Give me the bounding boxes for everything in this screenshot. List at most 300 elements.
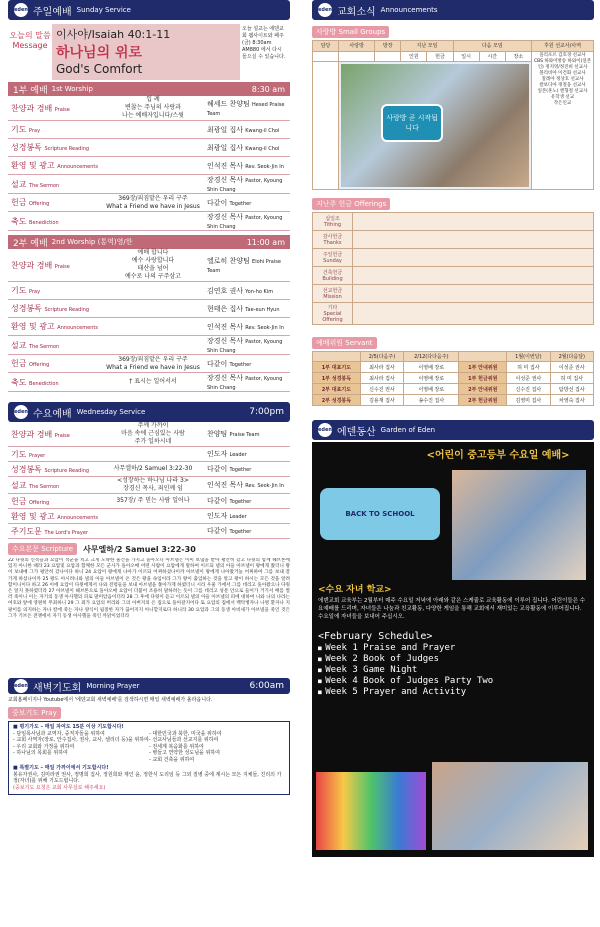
offering-table bbox=[312, 212, 594, 325]
second-worship-label: 2부 예배 bbox=[13, 238, 48, 249]
order-item-label bbox=[8, 179, 103, 190]
order-item-en: Offering bbox=[29, 201, 50, 207]
offering-ko: 주일헌금 bbox=[322, 252, 343, 258]
order-item-label bbox=[8, 285, 103, 296]
second-worship-time: 11:00 am bbox=[246, 237, 285, 247]
servant-row bbox=[313, 384, 594, 395]
order-row bbox=[8, 157, 290, 175]
person-ko: 다같이 bbox=[207, 198, 228, 207]
servant-cell: 이영배 장로 bbox=[404, 362, 459, 373]
person-ko: 인도자 bbox=[207, 512, 228, 520]
offering-label bbox=[313, 267, 353, 285]
prayer-list-right bbox=[149, 731, 285, 764]
prayer-h1: ■ 평기가도 – 매일 자여도 15분 이상 기도합시다! bbox=[13, 724, 124, 730]
person-ko: 최광일 집사 bbox=[207, 143, 244, 152]
crayons-photo bbox=[316, 772, 426, 850]
order-item-ko: 헌금 bbox=[11, 496, 27, 506]
person-en: Hesed Praise Team bbox=[207, 102, 285, 117]
offering-row bbox=[313, 267, 594, 285]
person-ko: 최광일 집사 bbox=[207, 125, 244, 134]
eden-logo-icon: eden bbox=[14, 3, 28, 17]
servant-cell: 2부 헌금위원 bbox=[459, 395, 507, 406]
second-worship-label-en: 2nd Worship (통역)영/한 bbox=[51, 238, 133, 246]
order-item-label bbox=[8, 303, 103, 314]
subcol-head: 일시 bbox=[453, 51, 479, 62]
order-row bbox=[8, 194, 290, 212]
order-item-person bbox=[203, 125, 290, 135]
person-ko: 인석진 목사 bbox=[207, 161, 244, 170]
second-worship-bar bbox=[8, 235, 290, 249]
servant-cell: 최사라 집사 bbox=[360, 373, 403, 384]
order-item-ko: 설교 bbox=[11, 480, 27, 490]
order-row bbox=[8, 524, 290, 539]
order-item-ko: 성경봉독 bbox=[11, 464, 42, 474]
school-text: 에덴교회 교육부는 2월부터 매주 수요일 저녁에 아래와 같은 스케쥴로 교육활동에 이루어 집니다. 어린이들은 수요예배를 드리며, 자녀들은 나눔과 친교활동, 다양한 게임을 통해 교회에서 재미있는 교육활동에 이루어집니다. 수요일에 자녀들을 보내어 주십시오. bbox=[318, 598, 586, 620]
col-head: 방장 bbox=[375, 41, 401, 52]
order-item-label bbox=[8, 260, 103, 271]
offering-row bbox=[313, 231, 594, 249]
eden-title: 에덴동산 bbox=[337, 426, 376, 438]
order-item-label bbox=[8, 160, 103, 171]
person-en: Yon-ho Kim bbox=[245, 288, 274, 295]
person-en: Pastor, Kyoung Shin Chang bbox=[207, 339, 283, 354]
servant-heading: 예배위원 Servant bbox=[312, 337, 594, 349]
order-row bbox=[8, 509, 290, 524]
person-en: Pastor, Kyoung Shin Chang bbox=[207, 215, 283, 230]
person-en: Rev. Seok-Jin In bbox=[245, 483, 284, 489]
first-worship-label: 1부 예배 bbox=[13, 85, 48, 96]
dawn-title: 새벽기도회 bbox=[33, 682, 82, 694]
order-item-label bbox=[8, 103, 103, 114]
group-start-badge: 사랑방 곧 시작됩니다 bbox=[381, 104, 443, 142]
servant-cell: 이성준 권사 bbox=[550, 362, 593, 373]
offering-ko: 건축헌금 bbox=[322, 270, 343, 276]
order-item-label bbox=[8, 377, 103, 388]
order-item-person bbox=[203, 286, 290, 296]
order-item-ko: 찬양과 경배 bbox=[11, 103, 53, 113]
servant-row bbox=[313, 373, 594, 384]
order-item-person bbox=[203, 464, 290, 474]
small-groups-table bbox=[312, 40, 594, 190]
side-note: 오늘 설교는 에덴교회 웹사이트와 페주 (금) 8:30am AM880 에서 다시 들으실 수 있습니다. bbox=[242, 26, 286, 60]
order-item-person bbox=[203, 496, 290, 506]
order-row bbox=[8, 282, 290, 300]
servant-col-head: 1월(이번달) bbox=[507, 352, 550, 362]
order-item-person bbox=[203, 373, 290, 391]
order-row bbox=[8, 139, 290, 157]
order-item-ko: 축도 bbox=[11, 216, 27, 226]
offering-ko: 선교헌금 bbox=[322, 288, 343, 294]
person-en: Praise Team bbox=[229, 432, 260, 438]
order-row bbox=[8, 373, 290, 392]
prayer-item: - 우리 교회와 가정을 위하여 bbox=[13, 743, 75, 750]
schedule-text: Week 2 Book of Judges bbox=[325, 654, 440, 664]
order-item-person bbox=[203, 480, 290, 490]
order-item-en: Benediction bbox=[29, 380, 59, 387]
message-label-en: Message bbox=[12, 41, 48, 50]
offering-en: Thanks bbox=[323, 240, 342, 246]
order-item-ko: 기도 bbox=[11, 125, 27, 134]
person-ko: 다같이 bbox=[207, 497, 228, 505]
offering-label bbox=[313, 231, 353, 249]
sunday-subtitle: Sunday Service bbox=[76, 6, 131, 14]
person-ko: 다같이 bbox=[207, 359, 228, 368]
order-item-ko: 설교 bbox=[11, 179, 27, 189]
servant-row bbox=[313, 362, 594, 373]
schedule-text: Week 3 Game Night bbox=[325, 665, 418, 675]
prayer-box bbox=[8, 721, 290, 795]
order-item-en: Prayer bbox=[29, 452, 46, 459]
order-row bbox=[8, 96, 290, 121]
order-item-label bbox=[8, 480, 103, 491]
order-item-en: Scripture Reading bbox=[44, 467, 90, 474]
order-item-en: Offering bbox=[29, 362, 50, 368]
order-item-content: <성장하는 하나님 나라 3> 장경신 목사, 죄인께 임 bbox=[117, 477, 189, 492]
order-item-ko: 환영 및 광고 bbox=[11, 511, 55, 521]
missionary-item: 일본(혼노) 엔형철 선교사 bbox=[537, 88, 588, 94]
servant-cell: 허 미 집사 bbox=[550, 373, 593, 384]
person-en: Kwang-il Choi bbox=[245, 145, 280, 152]
order-item-ko: 헌금 bbox=[11, 198, 27, 207]
small-groups-heading: 사랑방 Small Groups bbox=[312, 26, 594, 38]
prayer-special: 봉유자권사, 김미라권 권사, 정명희 집사, 정원희와 제인 윤, 정한식 도리임 등 그외 질병 중에 계시는 모든 지체들, 진리의 가정(자녀)를 위해 기도드립니다. bbox=[13, 771, 282, 784]
person-ko: 다같이 bbox=[207, 527, 228, 535]
person-en: Together bbox=[229, 467, 252, 473]
order-item-label bbox=[8, 511, 103, 522]
order-item-person bbox=[203, 322, 290, 332]
order-item-label bbox=[8, 321, 103, 332]
person-ko: 인석진 목사 bbox=[207, 322, 244, 331]
dawn-time: 6:00am bbox=[249, 681, 284, 691]
servant-cell: 탐방선 집사 bbox=[550, 384, 593, 395]
prayer-item: - 하나님의 목회를 위하여 bbox=[13, 750, 68, 756]
order-item-en: The Sermon bbox=[29, 343, 60, 350]
person-en: Pastor, Kyoung Shin Chang bbox=[207, 178, 283, 193]
offering-label bbox=[313, 303, 353, 325]
order-item-person bbox=[203, 161, 290, 171]
servant-cell: 차영숙 집사 bbox=[550, 395, 593, 406]
first-worship-order bbox=[8, 96, 290, 231]
sermon-title-ko: 하나님의 위로 bbox=[56, 45, 143, 61]
offering-en: Mission bbox=[323, 294, 342, 300]
offering-amount bbox=[353, 285, 594, 303]
subcol-head: 헌금 bbox=[427, 51, 453, 62]
servant-cell: 2부 대표기도 bbox=[313, 384, 361, 395]
person-en: Rev. Seok-Jin In bbox=[245, 324, 284, 331]
order-row bbox=[8, 447, 290, 462]
servant-cell: 김용재 집사 bbox=[360, 395, 403, 406]
order-item-person bbox=[203, 304, 290, 314]
order-item-label bbox=[8, 197, 103, 208]
order-item-person bbox=[203, 198, 290, 208]
order-item-en: The Sermon bbox=[29, 483, 60, 490]
person-en: Together bbox=[229, 200, 252, 207]
order-item-person bbox=[203, 429, 290, 439]
prayer-list-left bbox=[13, 731, 149, 764]
message-label: 오늘의 말씀 bbox=[9, 31, 51, 40]
order-item-en: Pray bbox=[29, 128, 41, 134]
subcol-head: 시간 bbox=[479, 51, 505, 62]
order-row bbox=[8, 422, 290, 447]
schedule-item bbox=[318, 687, 586, 697]
offering-row bbox=[313, 285, 594, 303]
person-en: Together bbox=[229, 361, 252, 368]
scripture-ref-wed: 사무엘하/2 Samuel 3:22-30 bbox=[83, 544, 196, 554]
order-item-en: Scripture Reading bbox=[44, 146, 90, 152]
order-row bbox=[8, 121, 290, 139]
order-item-label bbox=[8, 464, 103, 475]
order-item-ko: 찬양과 경배 bbox=[11, 260, 53, 270]
person-en: Leader bbox=[229, 452, 247, 458]
person-en: Pastor, Kyoung Shin Chang bbox=[207, 376, 283, 391]
order-item-en: Announcements bbox=[57, 514, 98, 521]
person-ko: 김연호 권사 bbox=[207, 286, 244, 295]
order-item-label bbox=[8, 496, 103, 507]
person-en: Together bbox=[229, 499, 252, 505]
offering-amount bbox=[353, 303, 594, 325]
col-head: 후원 선교사/사역 bbox=[532, 41, 594, 52]
missionary-item: 칼보디아 정철웅 선교사 bbox=[539, 82, 586, 88]
offering-ko: 기타 bbox=[327, 305, 338, 311]
order-item-ko: 성경봉독 bbox=[11, 304, 42, 313]
scripture-text: 22 다윗의 신복들과 요압이 적군을 치고 크게 노략한 물건을 가지고 돌아오니 아브넬은 이미 보냄을 받아 평안히 갔고 다윗의 함께 헤브론에 있지 아니한 때라 23 요압및 요압과 함께한 모든 군사가 돌아오매 어떤 사람이 요압에게 말하여 이르되 넬의 아들 아브넬이 왕에게 왔더니 왕이 보내매 그가 평안히 갔나이다 하니 24 요압이 왕에게 나아가 이르되 어찌하셨나이까 아브넬이 왕에게 나아왔거늘 어찌하여 그를 보내 잘 가게 하셨나이까 25 왕도 아시려니와 넬의 아들 아브넬이 온 것은 왕을 속임이라 그가 왕이 출입하는 것을 알고 왕이 하시는 모든 것을 알려 함이니이다 하고 26 이에 요압이 다윗에게서 나와 전령들을 보내 아브넬을 쫓아가게 하였더니 시라 우물 가에서 그를 데리고 돌아왔으나 다윗은 알지 못하였더라 27 아브넬이 헤브론으로 돌아오매 요압이 더불어 조용히 말하려는 듯이 그를 데리고 성문 안으로 들어가 거기서 배를 찔러 죽이니 이는 자기의 동생 아사헬의 피로 말미암음이더라 28 그 후에 다윗이 듣고 이르되 넬의 아들 아브넬의 피에 대하여 나와 나의 나라는 여호와 앞에 영원히 무죄하니 29 그 죄가 요압의 머리와 그의 아버지의 온 집으로 돌아갈지어다 또 요압의 집에서 백탁병자나 나병 환자나 지팡이를 의지하는 자나 칼에 죽는 자나 양식이 핍절한 자가 끊어지지 아니할지로다 하니라 30 요압과 그의 동생 아비새가 아브넬을 죽인 것은 그가 기브온 전쟁에서 자기 동생 아사헬을 죽인 까닭이었더라 bbox=[8, 558, 290, 619]
eden-header bbox=[312, 420, 594, 440]
bullet-icon: ■ bbox=[318, 689, 326, 696]
schedule-text: Week 4 Book of Judges Party Two bbox=[325, 676, 494, 686]
dawn-header bbox=[8, 678, 290, 694]
order-row bbox=[8, 355, 290, 373]
order-item-ko: 축도 bbox=[11, 377, 27, 387]
prayer-item: - 담임목사님과 교역자, 중직자들을 위하여 bbox=[13, 730, 105, 737]
order-item-content: 주께 가까이 마음 속에 근심있는 사람 주가 일하시네 bbox=[121, 422, 185, 445]
servant-cell: 허 미 집사 bbox=[507, 362, 550, 373]
schedule-text: Week 1 Praise and Prayer bbox=[325, 643, 456, 653]
col-head: 지난 모임 bbox=[401, 41, 453, 52]
person-en: Together bbox=[229, 529, 252, 535]
servant-cell: 이영배 장로 bbox=[404, 384, 459, 395]
first-worship-bar bbox=[8, 82, 290, 96]
activity-photos bbox=[432, 762, 588, 850]
prayer-item: - 선교사님들과 선교지를 위하여 bbox=[149, 737, 219, 743]
missionary-list bbox=[532, 51, 594, 190]
kids-photo bbox=[452, 470, 586, 580]
sermon-title-en: God's Comfort bbox=[56, 62, 143, 76]
servant-cell: 이성준 권사 bbox=[507, 373, 550, 384]
order-item-en: Praise bbox=[54, 263, 70, 270]
servant-cell: 1부 안내위원 bbox=[459, 362, 507, 373]
order-item-label bbox=[8, 429, 103, 440]
news-title: 교회소식 bbox=[337, 6, 376, 18]
missionary-item: 유학생 선교 bbox=[550, 94, 575, 100]
prayer-item: - 교회 건축을 위하여 bbox=[149, 756, 195, 763]
order-item-ko: 찬양과 경배 bbox=[11, 429, 53, 439]
order-row bbox=[8, 477, 290, 494]
servant-cell: 김영미 집사 bbox=[507, 395, 550, 406]
order-item-en: Scripture Reading bbox=[44, 307, 90, 313]
offering-amount bbox=[353, 213, 594, 231]
person-en: Elohi Praise Team bbox=[207, 259, 281, 274]
schedule-item bbox=[318, 654, 586, 664]
person-en: Kwang-il Choi bbox=[245, 127, 280, 134]
eden-logo-icon: eden bbox=[318, 3, 332, 17]
schedule-title: <February Schedule> bbox=[318, 631, 433, 642]
dawn-note: 교회홈페이지나 Youtube에서 '에덴교회 새벽예배'를 검색하시면 매일 새벽예배가 올라옵니다. bbox=[8, 697, 213, 703]
missionary-item: 볼리비아 이건화 선교사 bbox=[539, 70, 586, 76]
eden-logo-icon: eden bbox=[14, 679, 28, 693]
missionary-item: CBS 하와이방송 하와이(일본인) 정지영/정진희 선교사 bbox=[533, 58, 592, 70]
offering-amount bbox=[353, 267, 594, 285]
order-item-ko: 기도 bbox=[11, 449, 27, 459]
person-en: Tae-eun Hyun bbox=[245, 306, 280, 313]
col-head: 담당 bbox=[313, 41, 339, 52]
order-item-label bbox=[8, 358, 103, 369]
order-row bbox=[8, 494, 290, 509]
offering-label bbox=[313, 249, 353, 267]
offering-label bbox=[313, 213, 353, 231]
sunday-title: 주일예배 bbox=[33, 6, 72, 18]
wednesday-subtitle: Wednesday Service bbox=[76, 408, 146, 416]
servant-cell: 1부 헌금위원 bbox=[459, 373, 507, 384]
order-item-label bbox=[8, 124, 103, 135]
col-head: 사랑방 bbox=[339, 41, 375, 52]
news-header bbox=[312, 0, 594, 20]
eden-logo-icon: eden bbox=[14, 405, 28, 419]
prayer-label: 중보기도 Pray bbox=[8, 707, 61, 719]
person-ko: 헤세드 찬양팀 bbox=[207, 100, 250, 108]
order-item-content: 369장/죄짐맡은 우리 구주 What a Friend we have in Jesus bbox=[106, 194, 200, 210]
missionary-item: 칠레아 정상호 선교사 bbox=[541, 76, 584, 82]
second-worship-order bbox=[8, 249, 290, 392]
servant-cell: 송수진 집사 bbox=[404, 395, 459, 406]
order-row bbox=[8, 300, 290, 318]
offering-label bbox=[313, 285, 353, 303]
order-item-content: 예배 합니다 예수 사랑합니다 태산을 넘어 예수로 나의 구주삼고 bbox=[125, 249, 181, 280]
order-item-person bbox=[203, 99, 290, 117]
order-item-en: Announcements bbox=[57, 164, 98, 170]
scripture-label: 수요본문 Scripture bbox=[8, 543, 77, 555]
message-box bbox=[8, 24, 290, 80]
schedule-text: Week 5 Prayer and Activity bbox=[325, 687, 467, 697]
servant-col-head bbox=[313, 352, 361, 362]
order-item-ko: 환영 및 광고 bbox=[11, 161, 55, 170]
bullet-icon: ■ bbox=[318, 678, 326, 685]
order-row bbox=[8, 336, 290, 355]
servant-table bbox=[312, 351, 594, 406]
order-item-en: Praise bbox=[54, 106, 70, 113]
offering-heading: 지난주 헌금 Offerings bbox=[312, 198, 594, 210]
order-item-person bbox=[203, 143, 290, 153]
order-item-ko: 환영 및 광고 bbox=[11, 322, 55, 331]
order-item-en: The Sermon bbox=[29, 182, 60, 189]
col-head: 다음 모임 bbox=[453, 41, 531, 52]
servant-cell: 2부 성경봉독 bbox=[313, 395, 361, 406]
servant-cell: 신수진 권사 bbox=[360, 384, 403, 395]
order-item-ko: 기도 bbox=[11, 286, 27, 295]
order-item-content: 입 례 변찮는 주님의 사랑과 나는 예배자입니다/스윗 bbox=[122, 96, 184, 119]
eden-logo-icon: eden bbox=[318, 423, 332, 437]
servant-cell: 최사라 집사 bbox=[360, 362, 403, 373]
servant-row bbox=[313, 395, 594, 406]
bullet-icon: ■ bbox=[318, 667, 326, 674]
order-row bbox=[8, 175, 290, 194]
school-bus-icon: BACK TO SCHOOL bbox=[320, 488, 440, 540]
missionary-item: 작은인교 bbox=[553, 100, 572, 106]
school-title: <수요 자녀 학교> bbox=[318, 585, 392, 595]
prayer-h2: ■ 특별기도 – 매일 가까이에서 기도합시다! bbox=[13, 765, 109, 771]
subcol-head: 인원 bbox=[401, 51, 427, 62]
sunday-header bbox=[8, 0, 290, 20]
offering-en: Building bbox=[322, 276, 343, 282]
order-item-person bbox=[203, 449, 290, 459]
order-item-label bbox=[8, 449, 103, 460]
wednesday-time: 7:00pm bbox=[249, 407, 284, 417]
prayer-item: - 교회 사역자(장로, 안수집사, 권사, 교사, 셀리더 등)을 위하여 bbox=[13, 737, 149, 743]
person-ko: 장경신 목사 bbox=[207, 176, 244, 184]
servant-cell: 이영배 장로 bbox=[404, 373, 459, 384]
scripture-heading bbox=[8, 543, 290, 555]
order-item-content: † 표시는 일어서서 bbox=[129, 378, 177, 385]
schedule-list bbox=[318, 643, 586, 697]
offering-amount bbox=[353, 231, 594, 249]
eden-panel bbox=[312, 442, 594, 857]
order-item-en: Pray bbox=[29, 289, 41, 295]
offering-ko: 감사헌금 bbox=[322, 234, 343, 240]
servant-col-head bbox=[459, 352, 507, 362]
person-en: Rev. Seok-Jin In bbox=[245, 163, 284, 170]
person-ko: 장경신 목사 bbox=[207, 213, 244, 221]
servant-cell: 1부 성경봉독 bbox=[313, 373, 361, 384]
order-item-en: Offering bbox=[29, 499, 50, 506]
order-item-en: The Lord's Prayer bbox=[44, 529, 88, 536]
offering-amount bbox=[353, 249, 594, 267]
bullet-icon: ■ bbox=[318, 645, 326, 652]
servant-col-head: 2/12(다다음주) bbox=[404, 352, 459, 362]
missionary-item: 올리포르 김호경 선교사 bbox=[539, 52, 586, 58]
person-ko: 장경신 목사 bbox=[207, 337, 244, 345]
servant-cell: 2부 안내위원 bbox=[459, 384, 507, 395]
eden-banner: <어린이 중고등부 수요일 예배> bbox=[426, 450, 570, 461]
schedule-item bbox=[318, 665, 586, 675]
order-item-content: 369장/죄짐맡은 우리 구주 What a Friend we have in Jesus bbox=[106, 355, 200, 371]
order-row bbox=[8, 249, 290, 282]
servant-head-row bbox=[313, 352, 594, 362]
news-subtitle: Announcements bbox=[380, 6, 438, 14]
order-item-person bbox=[203, 511, 290, 521]
order-item-content: 사무엘하/2 Samuel 3:22-30 bbox=[113, 465, 193, 472]
schedule-item bbox=[318, 643, 586, 653]
order-item-person bbox=[203, 212, 290, 230]
order-item-label bbox=[8, 216, 103, 227]
servant-col-head: 2월(다음달) bbox=[550, 352, 593, 362]
prayer-item: - 대한민국과 북한, 미국을 위하여 bbox=[149, 730, 222, 737]
schedule-item bbox=[318, 676, 586, 686]
servant-cell: 1부 대표기도 bbox=[313, 362, 361, 373]
order-item-person bbox=[203, 336, 290, 354]
servant-col-head: 2/5(다음주) bbox=[360, 352, 403, 362]
order-row bbox=[8, 462, 290, 477]
offering-en: Tithing bbox=[323, 222, 342, 228]
subcol-head: 장소 bbox=[505, 51, 531, 62]
person-ko: 인도자 bbox=[207, 450, 228, 458]
prayer-item: - 전세계 복음화를 위하여 bbox=[149, 743, 204, 750]
order-row bbox=[8, 318, 290, 336]
person-ko: 장경신 목사 bbox=[207, 374, 244, 382]
offering-en: Sunday bbox=[323, 258, 342, 264]
offering-row bbox=[313, 303, 594, 325]
wednesday-title: 수요예배 bbox=[33, 408, 72, 420]
offering-row bbox=[313, 213, 594, 231]
dawn-title-en: Morning Prayer bbox=[86, 682, 140, 690]
